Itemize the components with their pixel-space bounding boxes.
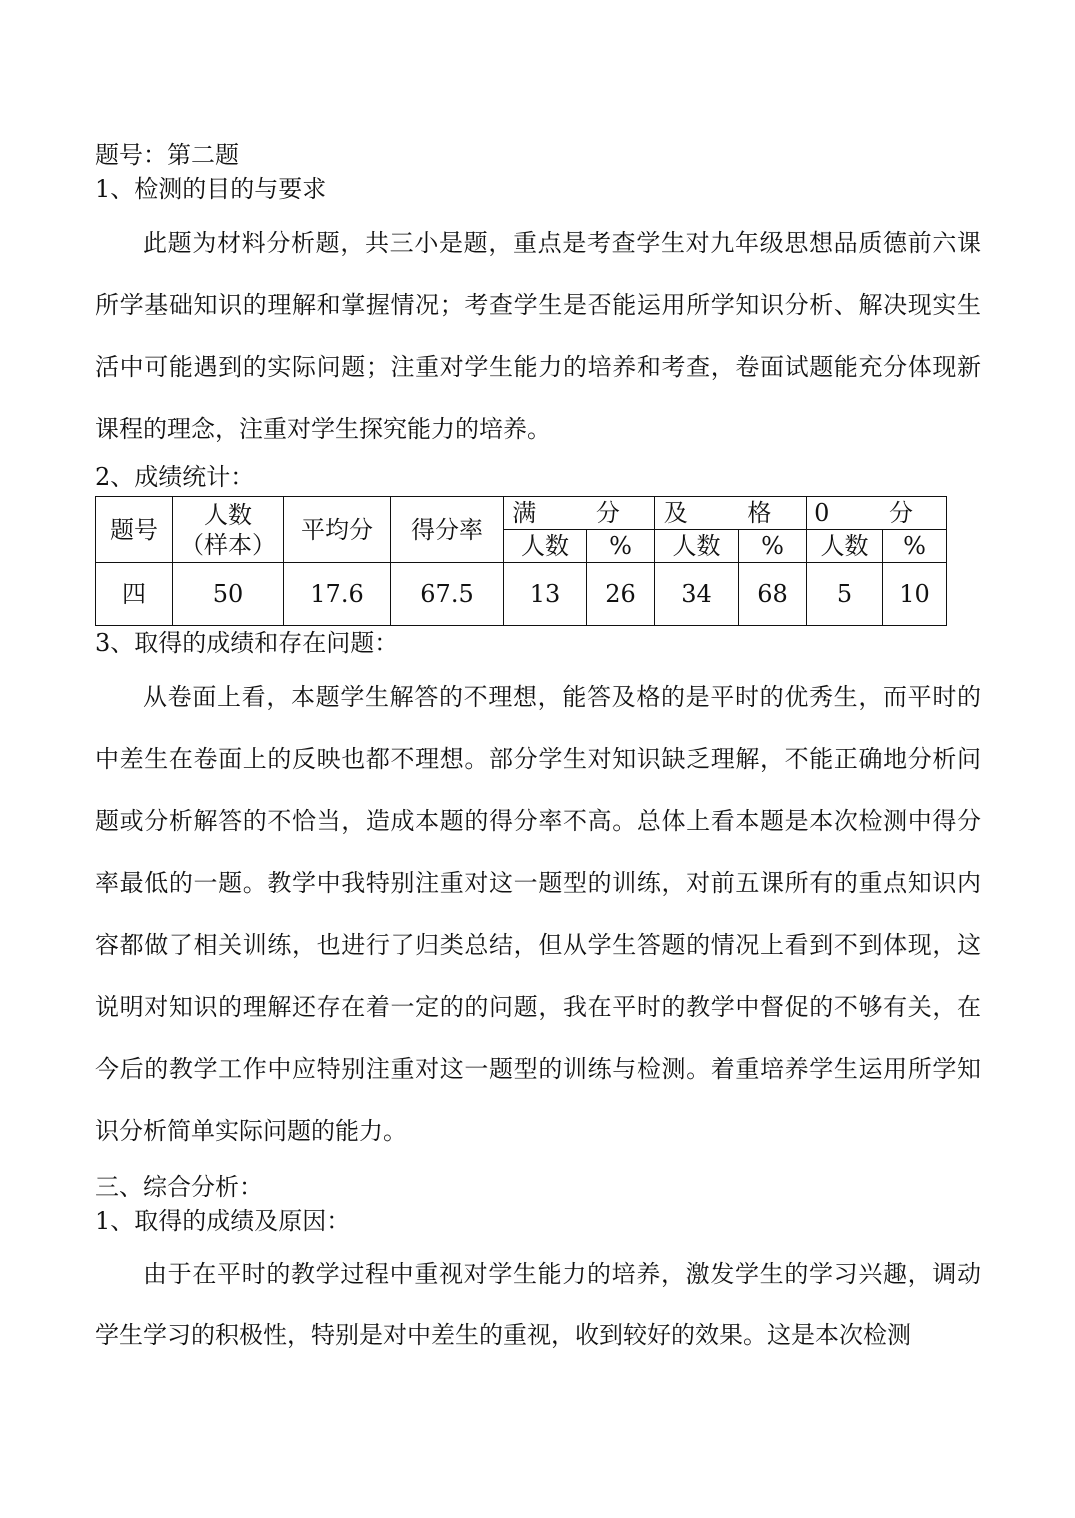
header-zero-score: 0 分 bbox=[807, 497, 947, 530]
table-header-row bbox=[96, 497, 947, 530]
section1-body: 此题为材料分析题，共三小是题，重点是考查学生对九年级思想品质德前六课所学基础知识的理解和掌握情况；考查学生是否能运用所学知识分析、解决现实生活中可能遇到的实际问题；注重对学生能力的培养和考查，卷面试题能充分体现新课程的理念，注重对学生探究能力的培养。 bbox=[95, 229, 981, 443]
section3-body: 从卷面上看，本题学生解答的不理想，能答及格的是平时的优秀生，而平时的中差生在卷面上的反映也都不理想。部分学生对知识缺乏理解，不能正确地分析问题或分析解答的不恰当，造成本题的得分率不高。总体上看本题是本次检测中得分率最低的一题。教学中我特别注重对这一题型的训练，对前五课所有的重点知识内容都做了相关训练，也进行了归类总结，但从学生答题的情况上看到不到体现，这说明对知识的理解还存在着一定的的问题，我在平时的教学中督促的不够有关，在今后的教学工作中应特别注重对这一题型的训练与检测。着重培养学生运用所学知识分析简单实际问题的能力。 bbox=[95, 683, 981, 1145]
header-count-line2: （样本） bbox=[180, 530, 276, 559]
subheader-full-pct: % bbox=[587, 530, 655, 563]
cell-pass-count: 34 bbox=[655, 563, 739, 626]
header-average: 平均分 bbox=[284, 497, 391, 563]
subheader-pass-count: 人数 bbox=[655, 530, 739, 563]
section2-title: 2、成绩统计： bbox=[95, 463, 255, 491]
subheader-zero-pct: % bbox=[883, 530, 947, 563]
table-row bbox=[96, 563, 947, 626]
subheader-zero-count: 人数 bbox=[807, 530, 883, 563]
cell-full-count: 13 bbox=[504, 563, 587, 626]
cell-count: 50 bbox=[173, 563, 284, 626]
header-question: 题号 bbox=[96, 497, 173, 563]
cell-pass-pct: 68 bbox=[739, 563, 807, 626]
cell-rate: 67.5 bbox=[391, 563, 504, 626]
cell-average: 17.6 bbox=[284, 563, 391, 626]
section1-title: 1、检测的目的与要求 bbox=[95, 175, 327, 203]
header-pass: 及 格 bbox=[655, 497, 807, 530]
subheader-full-count: 人数 bbox=[504, 530, 587, 563]
part3-sub1-title: 1、取得的成绩及原因： bbox=[95, 1207, 351, 1235]
subheader-pass-pct: % bbox=[739, 530, 807, 563]
cell-zero-count: 5 bbox=[807, 563, 883, 626]
document-page bbox=[95, 138, 981, 1366]
part3-title: 三、综合分析： bbox=[95, 1173, 263, 1201]
part3-sub1-body: 由于在平时的教学过程中重视对学生能力的培养，激发学生的学习兴趣，调动学生学习的积极性，特别是对中差生的重视，收到较好的效果。这是本次检测 bbox=[95, 1260, 981, 1349]
header-full-score: 满 分 bbox=[504, 497, 655, 530]
cell-zero-pct: 10 bbox=[883, 563, 947, 626]
question-heading: 题号：第二题 bbox=[95, 141, 239, 169]
score-statistics-table bbox=[95, 496, 947, 626]
cell-question: 四 bbox=[96, 563, 173, 626]
header-rate: 得分率 bbox=[391, 497, 504, 563]
header-count-line1: 人数 bbox=[204, 500, 252, 529]
header-count bbox=[173, 497, 284, 563]
cell-full-pct: 26 bbox=[587, 563, 655, 626]
section3-title: 3、取得的成绩和存在问题： bbox=[95, 629, 399, 657]
